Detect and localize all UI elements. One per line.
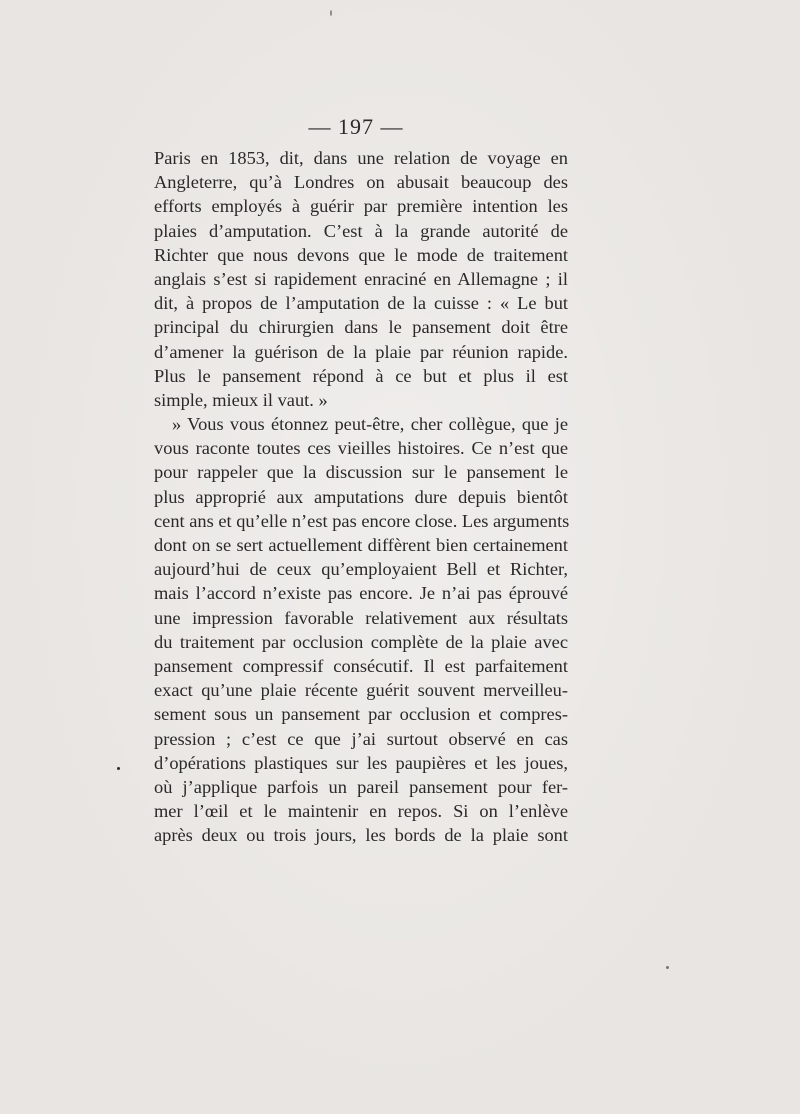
text-line: anglais s’est si rapidement enraciné en Allemagne ; il xyxy=(154,268,568,289)
text-line: une impression favorable relativement aux résultats xyxy=(154,607,568,628)
body-text xyxy=(154,146,568,847)
text-line: aujourd’hui de ceux qu’employaient Bell et Richter, xyxy=(154,559,568,580)
text-line: d’opérations plastiques sur les paupières et les joues, xyxy=(154,752,568,773)
text-line: après deux ou trois jours, les bords de la plaie sont xyxy=(154,825,568,846)
text-line: dit, à propos de l’amputation de la cuisse : « Le but xyxy=(154,293,568,314)
text-line: Richter que nous devons que le mode de traitement xyxy=(154,244,568,265)
text-line: principal du chirurgien dans le pansement doit être xyxy=(154,317,568,338)
text-line: cent ans et qu’elle n’est pas encore close. Les arguments xyxy=(154,510,570,531)
text-line: sement sous un pansement par occlusion et compres- xyxy=(154,704,568,725)
text-line: mais l’accord n’existe pas encore. Je n’ai pas éprouvé xyxy=(154,583,568,604)
text-line: » Vous vous étonnez peut-être, cher collègue, que je xyxy=(172,414,568,435)
text-line: mer l’œil et le maintenir en repos. Si on l’enlève xyxy=(154,801,568,822)
ink-speck xyxy=(117,767,120,770)
text-line: plus approprié aux amputations dure depuis bientôt xyxy=(154,486,568,507)
text-line: pour rappeler que la discussion sur le pansement le xyxy=(154,462,568,483)
text-line: dont on se sert actuellement diffèrent bien certainement xyxy=(154,535,568,555)
text-line: où j’applique parfois un pareil pansement pour fer- xyxy=(154,776,568,797)
ink-speck xyxy=(330,10,332,16)
text-line: plaies d’amputation. C’est à la grande autorité de xyxy=(154,220,568,241)
page-number: — 197 — xyxy=(308,114,404,139)
text-line: d’amener la guérison de la plaie par réunion rapide. xyxy=(154,341,568,362)
text-line: exact qu’une plaie récente guérit souvent merveilleu- xyxy=(154,680,568,701)
text-line: Paris en 1853, dit, dans une relation de voyage en xyxy=(154,148,568,168)
text-line: du traitement par occlusion complète de la plaie avec xyxy=(154,631,568,652)
text-line: vous raconte toutes ces vieilles histoires. Ce n’est que xyxy=(154,438,568,459)
text-line: Angleterre, qu’à Londres on abusait beaucoup des xyxy=(154,172,568,193)
text-line: pansement compressif consécutif. Il est parfaitement xyxy=(154,655,568,676)
text-line: simple, mieux il vaut. » xyxy=(154,389,328,410)
ink-speck xyxy=(666,966,669,969)
text-line: pression ; c’est ce que j’ai surtout observé en cas xyxy=(154,728,568,749)
text-line: efforts employés à guérir par première intention les xyxy=(154,196,568,217)
text-line: Plus le pansement répond à ce but et plus il est xyxy=(154,365,568,386)
